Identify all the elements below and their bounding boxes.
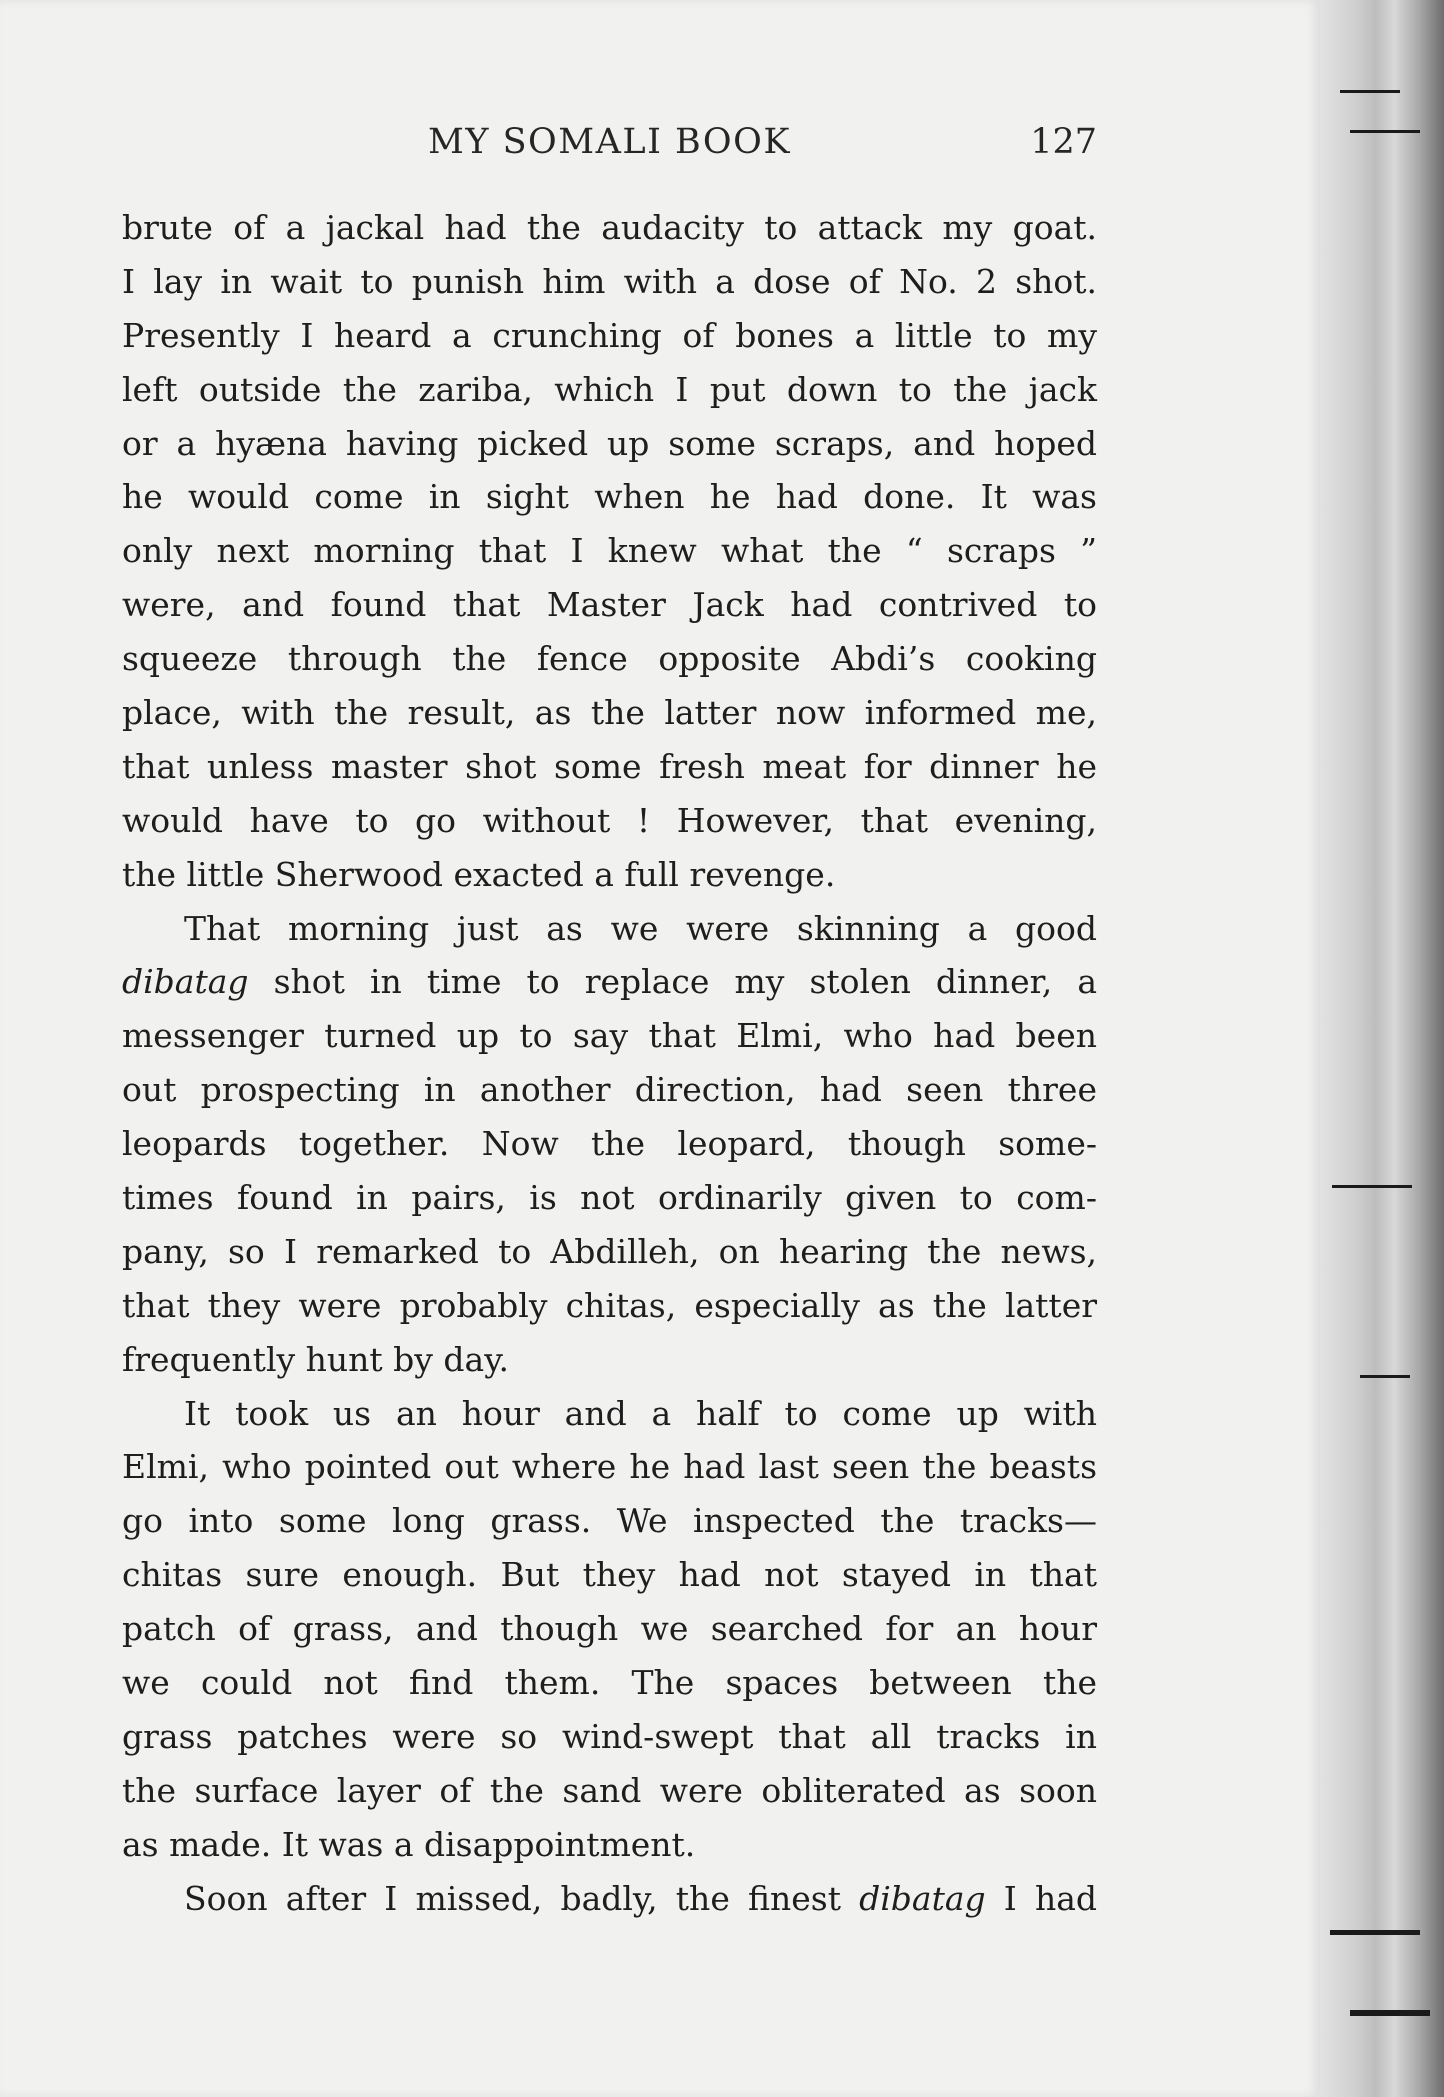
- book-spine-edge: [1320, 0, 1444, 2097]
- text-line: we could not find them. The spaces between the: [122, 1663, 1097, 1703]
- text-line: go into some long grass. We inspected the tracks—: [122, 1501, 1097, 1541]
- text-line: frequently hunt by day.: [122, 1339, 509, 1379]
- text-line: the surface layer of the sand were obliterated as soon: [122, 1770, 1097, 1810]
- text-line: Elmi, who pointed out where he had last seen the beasts: [122, 1447, 1097, 1487]
- italic-word: dibatag: [122, 962, 249, 1002]
- text-line: were, and found that Master Jack had contrived to: [122, 585, 1097, 625]
- page-number: 127: [1030, 122, 1097, 162]
- edge-mark: [1350, 130, 1420, 133]
- body-text: [122, 201, 1097, 1926]
- edge-mark: [1340, 90, 1400, 93]
- text-line: I lay in wait to punish him with a dose of No. 2 shot.: [122, 261, 1097, 301]
- text-line: chitas sure enough. But they had not stayed in that: [122, 1555, 1097, 1595]
- text-line: the little Sherwood exacted a full revenge.: [122, 854, 836, 894]
- running-head: [122, 122, 1097, 170]
- running-title: MY SOMALI BOOK: [428, 122, 791, 162]
- edge-mark: [1332, 1185, 1412, 1188]
- text-fragment: I had: [1003, 1878, 1098, 1918]
- edge-mark: [1360, 1375, 1410, 1378]
- text-line: It took us an hour and a half to come up with: [184, 1393, 1097, 1433]
- text-line: grass patches were so wind-swept that all tracks in: [122, 1716, 1097, 1756]
- text-line: times found in pairs, is not ordinarily given to com-: [122, 1178, 1097, 1218]
- text-line: [122, 955, 1097, 1009]
- text-line: he would come in sight when he had done. It was: [122, 477, 1097, 517]
- text-line: that they were probably chitas, especially as the latter: [122, 1285, 1097, 1325]
- text-line: would have to go without ! However, that evening,: [122, 800, 1097, 840]
- text-line: or a hyæna having picked up some scraps, and hoped: [122, 423, 1097, 463]
- text-line: Presently I heard a crunching of bones a little to my: [122, 315, 1097, 355]
- text-line: out prospecting in another direction, had seen three: [122, 1070, 1097, 1110]
- text-fragment: Soon after I missed, badly, the finest: [184, 1878, 841, 1918]
- text-line: only next morning that I knew what the “ scraps ”: [122, 531, 1097, 571]
- text-fragment: shot in time to replace my stolen dinner, a: [273, 962, 1097, 1002]
- italic-word: dibatag: [859, 1878, 986, 1918]
- edge-mark: [1350, 2010, 1430, 2016]
- edge-mark: [1330, 1930, 1420, 1935]
- text-line: messenger turned up to say that Elmi, who had been: [122, 1016, 1097, 1056]
- text-line: pany, so I remarked to Abdilleh, on hearing the news,: [122, 1231, 1097, 1271]
- text-line: left outside the zariba, which I put down to the jack: [122, 369, 1097, 409]
- text-line: brute of a jackal had the audacity to attack my goat.: [122, 208, 1097, 247]
- text-line: as made. It was a disappointment.: [122, 1824, 696, 1864]
- text-line: squeeze through the fence opposite Abdi’s cooking: [122, 639, 1097, 679]
- text-line: [122, 1872, 1097, 1926]
- text-line: that unless master shot some fresh meat for dinner he: [122, 746, 1097, 786]
- text-line: place, with the result, as the latter now informed me,: [122, 693, 1097, 733]
- text-line: That morning just as we were skinning a good: [184, 908, 1097, 948]
- text-line: patch of grass, and though we searched for an hour: [122, 1609, 1097, 1649]
- text-line: leopards together. Now the leopard, though some-: [122, 1124, 1097, 1164]
